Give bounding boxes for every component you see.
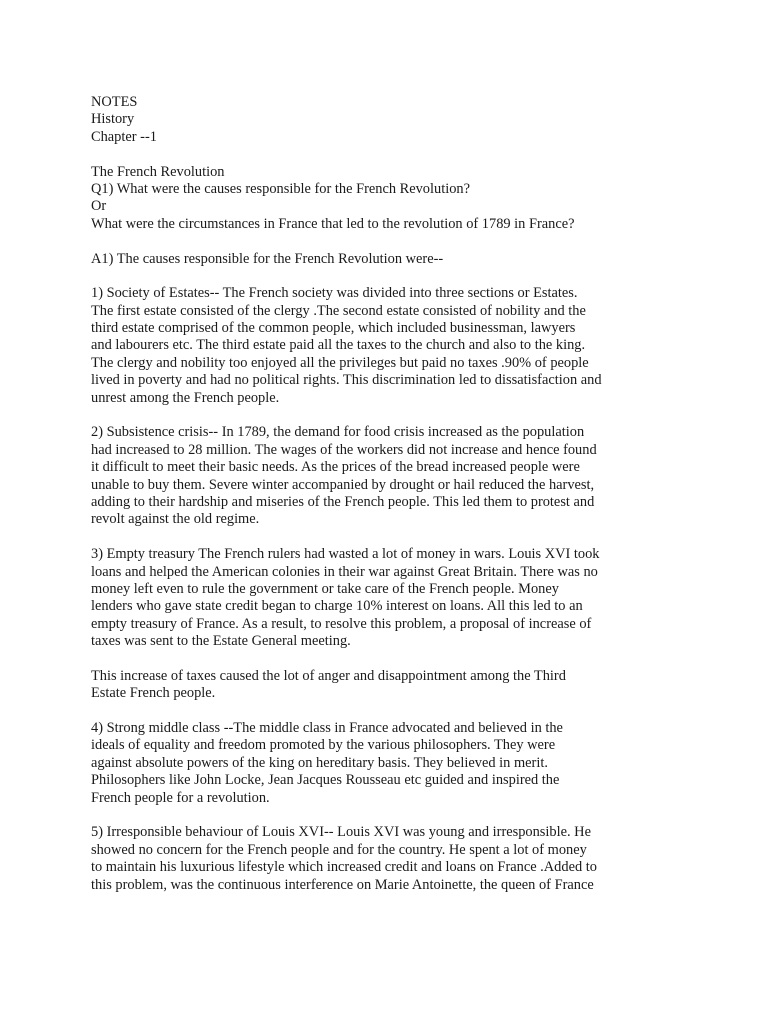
paragraph-line: third estate comprised of the common people, which included businessman, lawyers (91, 320, 576, 337)
paragraph-line: lived in poverty and had no political rights. This discrimination led to dissatisfaction and (91, 372, 602, 389)
paragraph-middle-class (91, 720, 731, 807)
chapter-heading: Chapter --1 (91, 128, 157, 145)
answer-intro: A1) The causes responsible for the French Revolution were-- (91, 250, 444, 267)
spacer (91, 807, 731, 824)
paragraph-line: taxes was sent to the Estate General meeting. (91, 633, 351, 650)
paragraph-empty-treasury (91, 546, 731, 650)
spacer (91, 407, 731, 424)
paragraph-line: The first estate consisted of the clergy .The second estate consisted of nobility and the (91, 302, 586, 319)
chapter-title: The French Revolution (91, 163, 225, 180)
paragraph-line: unable to buy them. Severe winter accompanied by drought or hail reduced the harvest, (91, 476, 595, 493)
paragraph-line: to maintain his luxurious lifestyle which increased credit and loans on France .Added to (91, 859, 597, 876)
notes-heading: NOTES (91, 94, 138, 110)
paragraph-line: The clergy and nobility too enjoyed all the privileges but paid no taxes .90% of people (91, 354, 589, 371)
paragraph-line: Estate French people. (91, 685, 216, 702)
spacer (91, 529, 731, 546)
paragraph-line: loans and helped the American colonies in their war against Great Britain. There was no (91, 563, 598, 580)
spacer (91, 233, 731, 250)
paragraph-line: and labourers etc. The third estate paid all the taxes to the church and also to the king. (91, 337, 586, 354)
paragraph-line: unrest among the French people. (91, 389, 280, 406)
paragraph-line: empty treasury of France. As a result, to resolve this problem, a proposal of increase of (91, 615, 592, 632)
paragraph-line: ideals of equality and freedom promoted by the various philosophers. They were (91, 737, 556, 754)
paragraph-subsistence-crisis (91, 424, 731, 528)
paragraph-tax-increase (91, 668, 731, 703)
paragraph-line: This increase of taxes caused the lot of anger and disappointment among the Third (91, 667, 566, 684)
paragraph-line: 3) Empty treasury The French rulers had wasted a lot of money in wars. Louis XVI took (91, 546, 600, 563)
paragraph-line: 2) Subsistence crisis-- In 1789, the demand for food crisis increased as the population (91, 424, 585, 441)
or-line: Or (91, 198, 107, 215)
paragraph-line: money left even to rule the government or take care of the French people. Money (91, 580, 559, 597)
spacer (91, 146, 731, 163)
subject-heading: History (91, 111, 135, 128)
paragraph-line: this problem, was the continuous interference on Marie Antoinette, the queen of France (91, 876, 594, 893)
paragraph-society-of-estates (91, 285, 731, 407)
question-alt-line: What were the circumstances in France that led to the revolution of 1789 in France? (91, 215, 575, 232)
paragraph-line: lenders who gave state credit began to charge 10% interest on loans. All this led to an (91, 598, 583, 615)
document-body (91, 94, 731, 894)
paragraph-line: 5) Irresponsible behaviour of Louis XVI-- Louis XVI was young and irresponsible. He (91, 824, 591, 841)
spacer (91, 703, 731, 720)
paragraph-line: against absolute powers of the king on hereditary basis. They believed in merit. (91, 754, 548, 771)
spacer (91, 268, 731, 285)
paragraph-line: had increased to 28 million. The wages of the workers did not increase and hence found (91, 441, 597, 458)
paragraph-louis-xvi (91, 824, 731, 894)
paragraph-line: showed no concern for the French people and for the country. He spent a lot of money (91, 841, 587, 858)
paragraph-line: it difficult to meet their basic needs. As the prices of the bread increased people were (91, 459, 580, 476)
paragraph-line: revolt against the old regime. (91, 511, 260, 528)
paragraph-line: 1) Society of Estates-- The French society was divided into three sections or Estates. (91, 285, 578, 302)
spacer (91, 651, 731, 668)
question-line: Q1) What were the causes responsible for the French Revolution? (91, 180, 470, 197)
paragraph-line: Philosophers like John Locke, Jean Jacques Rousseau etc guided and inspired the (91, 772, 560, 789)
paragraph-line: 4) Strong middle class --The middle class in France advocated and believed in the (91, 720, 563, 737)
paragraph-line: French people for a revolution. (91, 789, 270, 806)
paragraph-line: adding to their hardship and miseries of the French people. This led them to protest and (91, 493, 595, 510)
